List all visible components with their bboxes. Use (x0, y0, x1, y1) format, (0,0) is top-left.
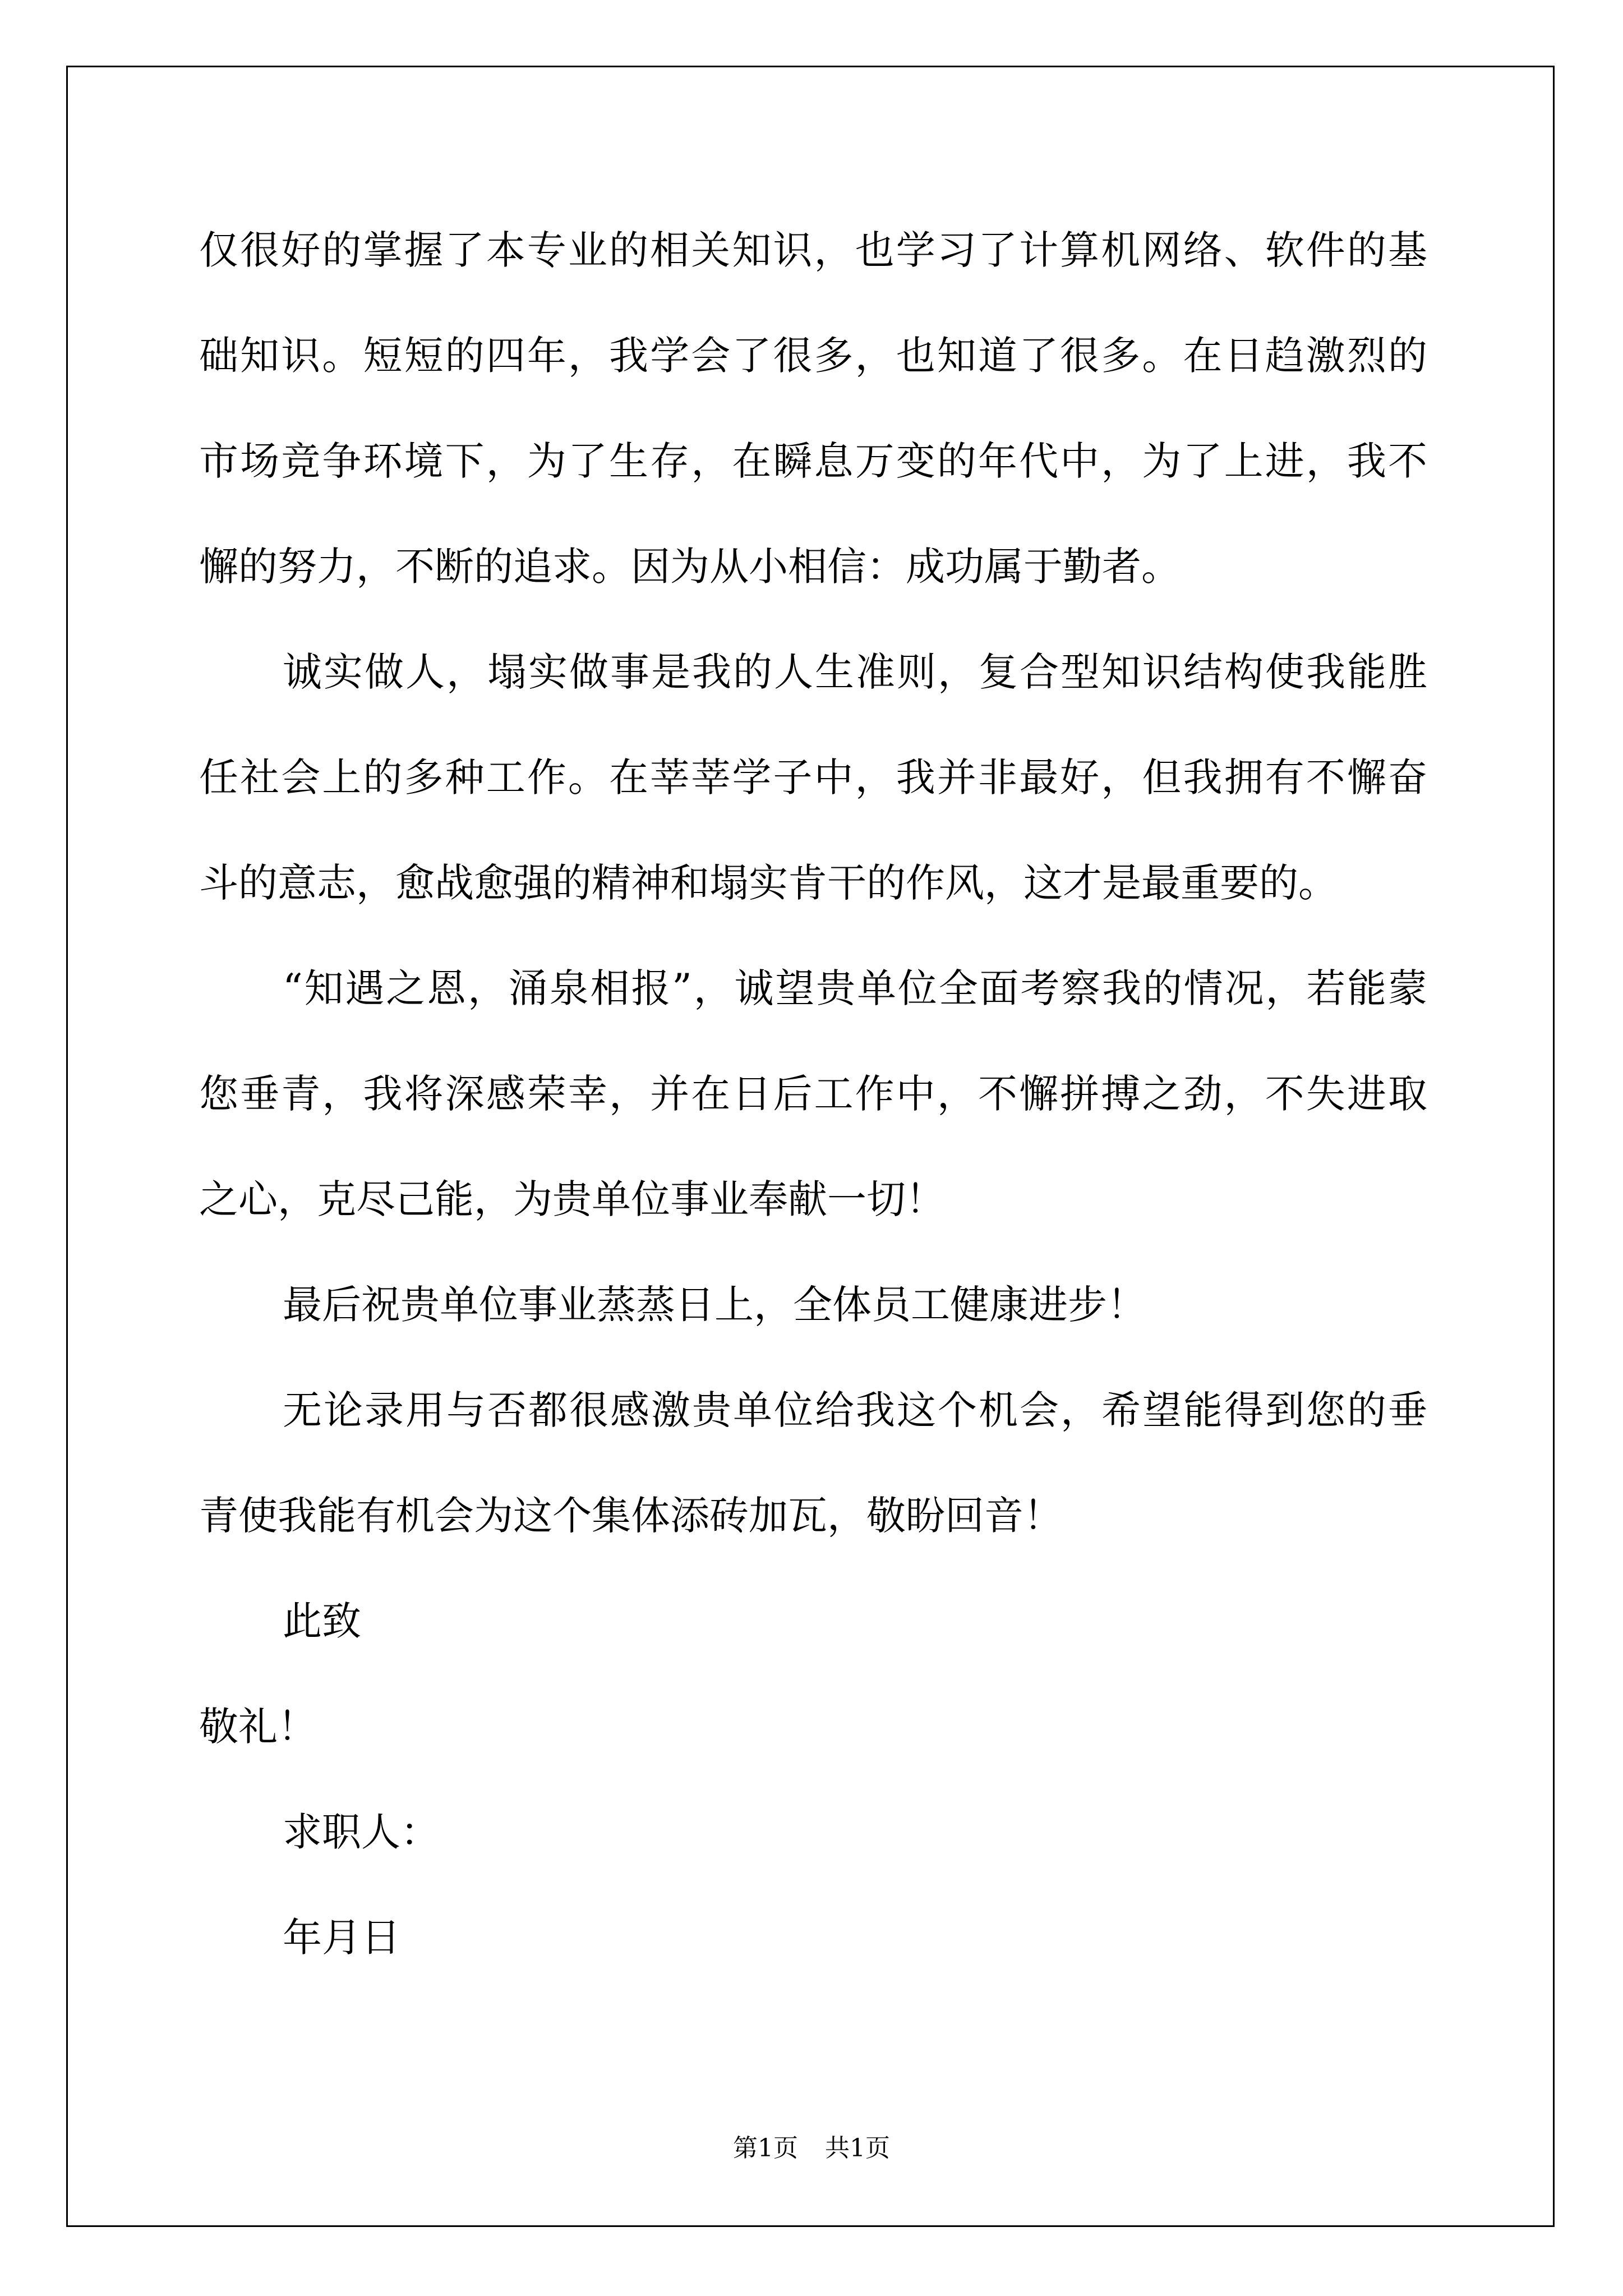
closing-salutation: 此致 (283, 1598, 361, 1644)
page-border (66, 66, 1555, 2227)
body-line: 您垂青，我将深感荣幸，并在日后工作中，不懈拼搏之劲，不失进取 (199, 1071, 1427, 1117)
page-footer (0, 2132, 1623, 2165)
applicant-signature: 求职人： (283, 1809, 440, 1855)
page-total: 共1页 (825, 2134, 890, 2162)
body-line: “知遇之恩，涌泉相报”，诚望贵单位全面考察我的情况，若能蒙 (283, 965, 1427, 1011)
closing-regards: 敬礼！ (199, 1704, 317, 1750)
date-line: 年月日 (283, 1915, 400, 1961)
body-line: 市场竞争环境下，为了生存，在瞬息万变的年代中，为了上进，我不 (199, 438, 1427, 484)
body-line: 斗的意志，愈战愈强的精神和塌实肯干的作风，这才是最重要的。 (199, 860, 1338, 906)
body-line: 懈的努力，不断的追求。因为从小相信：成功属于勤者。 (199, 544, 1181, 590)
body-line: 无论录用与否都很感激贵单位给我这个机会，希望能得到您的垂 (283, 1387, 1427, 1433)
body-line: 最后祝贵单位事业蒸蒸日上，全体员工健康进步！ (283, 1282, 1146, 1328)
body-line: 青使我能有机会为这个集体添砖加瓦，敬盼回音！ (199, 1493, 1063, 1539)
body-line: 诚实做人，塌实做事是我的人生准则，复合型知识结构使我能胜 (283, 649, 1427, 695)
page-number: 第1页 (733, 2134, 798, 2162)
body-line: 之心，克尽己能，为贵单位事业奉献一切！ (199, 1176, 945, 1222)
body-line: 仅很好的掌握了本专业的相关知识，也学习了计算机网络、软件的基 (199, 227, 1427, 273)
body-line: 础知识。短短的四年，我学会了很多，也知道了很多。在日趋激烈的 (199, 333, 1427, 379)
body-line: 任社会上的多种工作。在莘莘学子中，我并非最好，但我拥有不懈奋 (199, 754, 1427, 800)
